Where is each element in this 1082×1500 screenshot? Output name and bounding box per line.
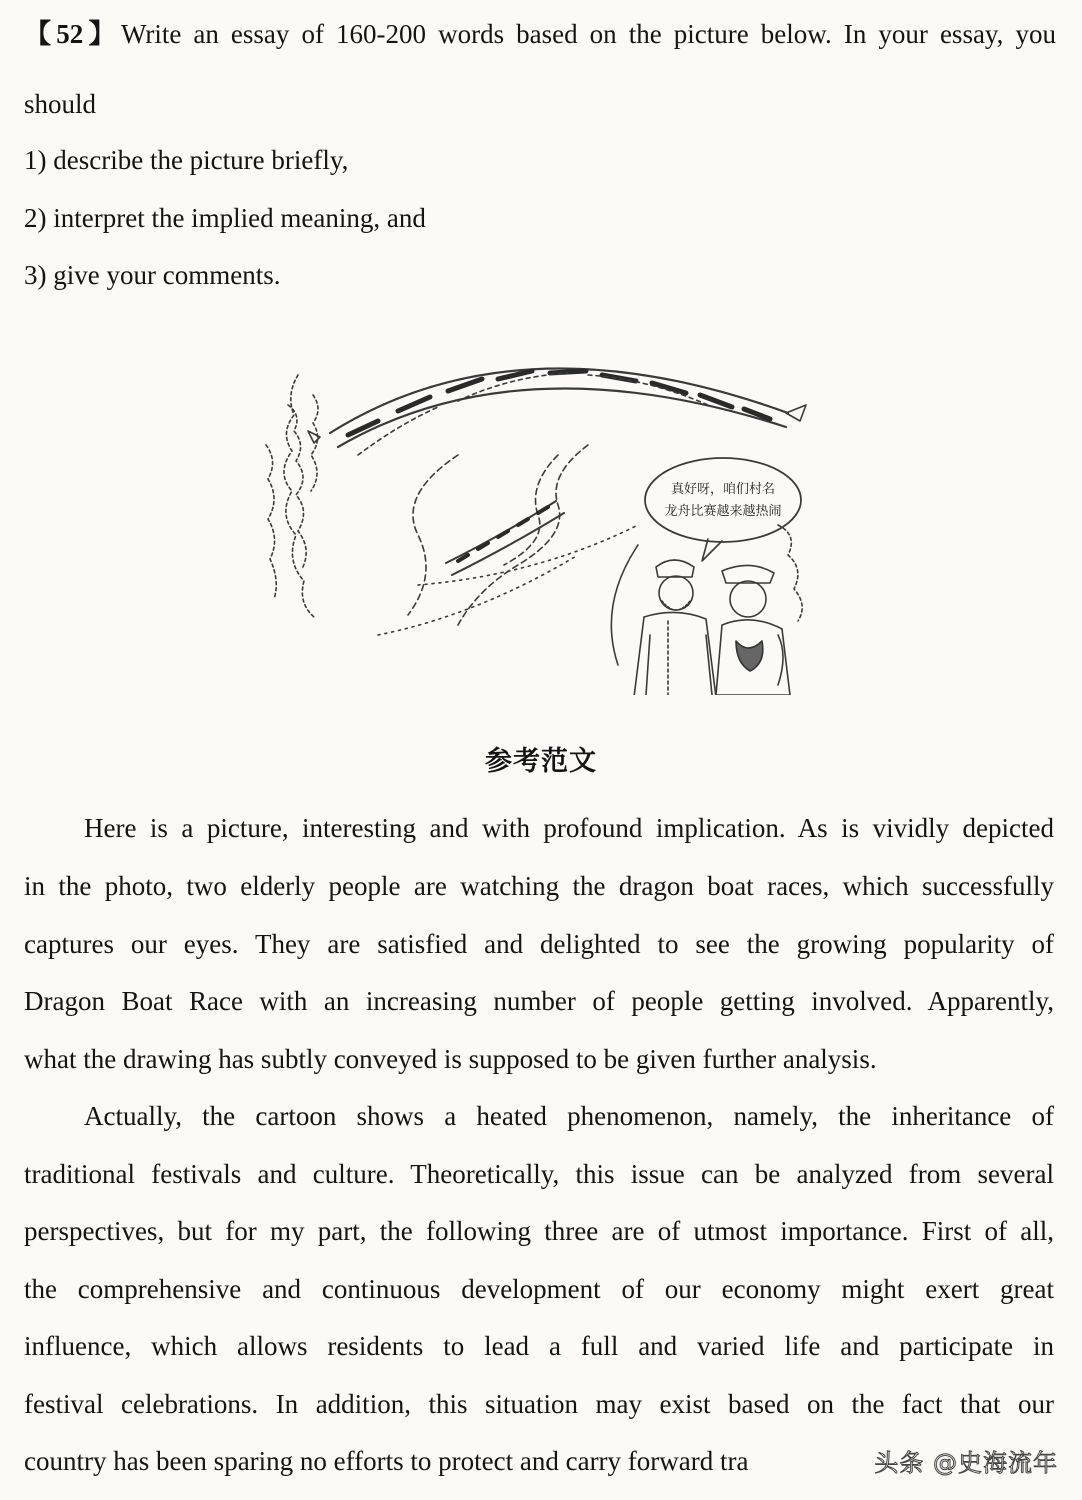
elderly-man	[634, 560, 716, 695]
question-number: 【52】	[24, 19, 121, 49]
source-watermark: 头条 @史海流年	[874, 1449, 1058, 1477]
essay-line: traditional festivals and culture. Theoretically, this issue can be analyzed from several	[24, 1159, 1054, 1189]
requirement-1: 1) describe the picture briefly,	[24, 145, 349, 175]
essay-line: perspectives, but for my part, the following three are of utmost importance. First of all,	[24, 1216, 1054, 1246]
essay-line: in the photo, two elderly people are watching the dragon boat races, which successfully	[24, 871, 1054, 901]
essay-line: what the drawing has subtly conveyed is supposed to be given further analysis.	[24, 1044, 877, 1074]
dragon-boat-long	[308, 369, 806, 455]
question-text: Write an essay of 160-200 words based on the picture below. In your essay, you	[120, 19, 1056, 49]
essay-line: Dragon Boat Race with an increasing number of people getting involved. Apparently,	[24, 986, 1054, 1016]
requirement-2: 2) interpret the implied meaning, and	[24, 203, 426, 233]
essay-line: the comprehensive and continuous development of our economy might exert great	[24, 1274, 1054, 1304]
essay-line: festival celebrations. In addition, this situation may exist based on the fact that our	[24, 1389, 1054, 1419]
elderly-woman	[716, 565, 790, 695]
speech-line-2: 龙舟比赛越来越热闹	[664, 504, 782, 519]
essay-line: Here is a picture, interesting and with profound implication. As is vividly depicted	[84, 813, 1054, 843]
speech-bubble	[645, 458, 801, 542]
tree-foliage	[266, 375, 318, 617]
sample-essay-title: 参考范文	[485, 746, 597, 777]
essay-line: country has been sparing no efforts to protect and carry forward tra	[24, 1446, 749, 1476]
essay-line: Actually, the cartoon shows a heated phenomenon, namely, the inheritance of	[84, 1101, 1054, 1131]
requirement-3: 3) give your comments.	[24, 260, 281, 290]
speech-line-1: 真好呀，咱们村名	[670, 482, 776, 497]
question-prompt	[24, 16, 1056, 52]
question-should: should	[24, 89, 97, 119]
essay-line: influence, which allows residents to lead a full and varied life and participate in	[24, 1331, 1054, 1361]
dragon-boat-cartoon	[258, 335, 818, 695]
essay-line: captures our eyes. They are satisfied and delighted to see the growing popularity of	[24, 929, 1054, 959]
